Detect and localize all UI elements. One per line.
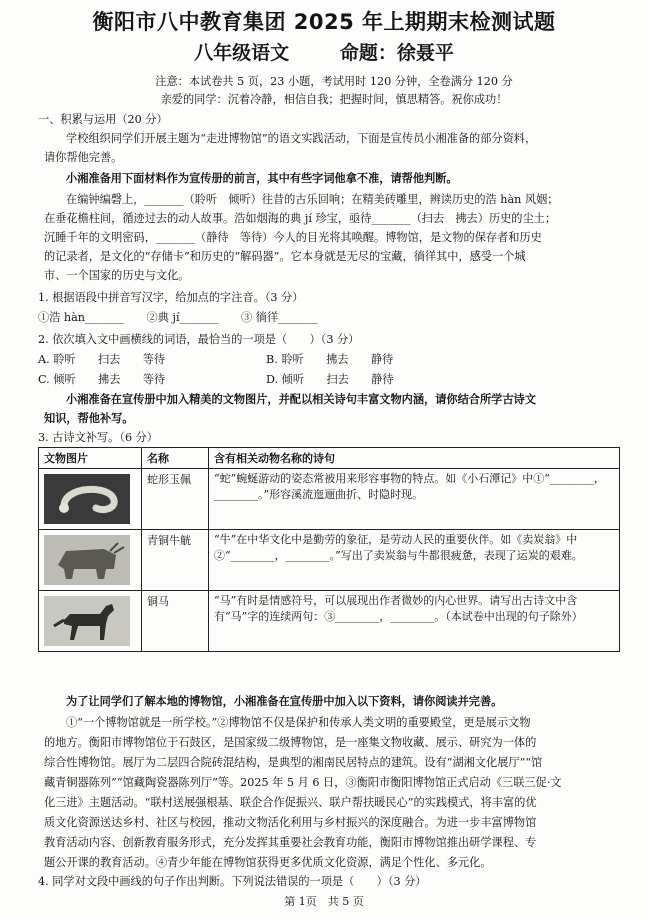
notes-line-2: 亲爱的同学：沉着冷静，相信自我；把握时间，慎思精答。祝你成功！: [160, 93, 508, 106]
passage-2-line: 教育活动内容、创新教育服务形式，充分发挥其重要社会教育功能，衡阳市博物馆推出研学课程、专: [44, 836, 537, 849]
table-header: 名称: [142, 448, 209, 469]
question-2: 2. 依次填入文中画横线的词语，最恰当的一项是（ ）（3 分）: [38, 333, 360, 346]
bronze-horse-image: [44, 596, 130, 646]
subject-label: 八年级语文: [194, 42, 290, 64]
author-label: 命题：徐聂平: [339, 42, 454, 64]
passage-2-line: 藏青铜器陈列”“馆藏陶瓷器陈列厅”等。2025 年 5 月 6 日，③衡阳市衡阳博物馆正式启动《三联三促·文: [44, 776, 562, 789]
bronze-ox-image: [44, 535, 130, 585]
poem-prompt: “马”有时是情感符号，可以展现出作者微妙的内心世界。请写出古诗文中含有“马”字的连续两句：③________，________。（本试卷中出现的句子除外）: [209, 591, 620, 652]
artifact-name: 青铜牛觥: [142, 530, 209, 591]
question-1: 1. 根据语段中拼音写汉字，给加点的字注音。（3 分）: [38, 291, 304, 304]
passage-line: 在编钟编磬上，_______（聆听 倾听）往昔的古乐回响；在精美砖雕里，辨读历史的浩 hàn 风姻；: [66, 193, 559, 206]
table-header: 含有相关动物名称的诗句: [209, 448, 620, 469]
poem-prompt: “牛”在中华文化中是勤劳的象征，是劳动人民的重要伙伴。如《卖炭翁》中②“________，________。”写出了卖炭翁与牛都很疲惫，表现了运炭的艰难。: [209, 530, 620, 591]
artifact-image-cell: [39, 530, 142, 591]
task-3-instruction: 为了让同学们了解本地的博物馆，小湘准备在宣传册中加入以下资料，请你阅读并完善。: [66, 694, 503, 708]
passage-line: 在垂花檐柱间，循迹过去的动人故事。浩如烟海的典 jí 珍宝，亟待_______（扫去 拂去）历史的尘土；: [44, 212, 557, 225]
passage-2-line: 质文化资源送达乡村、社区与校园，推动文物活化利用与乡村振兴的深度融合。为进一步丰富博物馆: [44, 816, 537, 829]
artifact-image-cell: [39, 591, 142, 652]
poem-table: [38, 447, 620, 652]
notes-line-1: 注意：本试卷共 5 页，23 小题，考试用时 120 分钟，全卷满分 120 分: [155, 75, 513, 88]
artifact-name: 铜马: [142, 591, 209, 652]
page-footer: 第 1页 共 5 页: [284, 895, 364, 908]
option-b: B. 聆听 拂去 静待: [266, 353, 394, 366]
task-1-instruction: 小湘准备用下面材料作为宣传册的前言，其中有些字词他拿不准，请帮他判断。: [66, 171, 458, 185]
table-row: [39, 469, 620, 530]
exam-subtitle: [0, 38, 648, 65]
passage-2-line: 化三进》主题活动。“联村送展强根基、联企合作促振兴、联户帮扶暖民心”的实践模式，将丰富的优: [44, 796, 537, 809]
table-header-row: [39, 448, 620, 469]
table-row: [39, 530, 620, 591]
task-2-instruction-2: 知识，帮他补写。: [44, 411, 134, 425]
question-1-answers: ①浩 hàn_______ ②典 jí_______ ③ 徜徉_______: [38, 311, 318, 324]
question-3: 3. 古诗文补写。（6 分）: [38, 431, 158, 444]
section-1-intro-1: 学校组织同学们开展主题为“走进博物馆”的语文实践活动，下面是宣传员小湘准备的部分资料，: [66, 132, 537, 145]
option-a: A. 聆听 扫去 等待: [38, 353, 166, 366]
task-2-instruction-1: 小湘准备在宣传册中加入精美的文物图片，并配以相关诗句丰富文物内涵，请你结合所学古诗文: [66, 392, 536, 406]
passage-2-line: 综合性博物馆。展厅为二层四合院砖混结构，是典型的湘南民居特点的建筑。设有“湖湘文化展厅”“馆: [44, 756, 543, 769]
option-d: D. 倾听 扫去 静待: [266, 373, 394, 386]
passage-2-line: 题公开课的教育活动。④青少年能在博物馆获得更多优质文化资源，满足个性化、多元化。: [44, 856, 492, 869]
passage-2-line: ①“一个博物馆就是一所学校。”②博物馆不仅是保护和传承人类文明的重要殿堂，更是展示文物: [66, 716, 531, 729]
section-1-intro-2: 请你帮他完善。: [44, 151, 123, 164]
poem-prompt: “蛇”蜿蜒游动的姿态常被用来形容事物的特点。如《小石潭记》中①“________，________。”形容溪流迤逦曲折、时隐时现。: [209, 469, 620, 530]
table-row: [39, 591, 620, 652]
question-4: 4. 同学对文段中画线的句子作出判断。下列说法错误的一项是（ ）（3 分）: [38, 875, 427, 888]
jade-pendant-image: [44, 474, 130, 524]
passage-line: 的记录者，是文化的“存储卡”和历史的“解码器”。它本身就是无尽的宝藏，徜徉其中，感受一个城: [44, 250, 526, 263]
option-c: C. 倾听 拂去 等待: [38, 373, 166, 386]
passage-line: 沉睡千年的文明密码，_______（静待 等待）今人的目光将其唤醒。博物馆，是文物的保存者和历史: [44, 231, 542, 244]
artifact-name: 蛇形玉佩: [142, 469, 209, 530]
passage-2-line: 的地方。衡阳市博物馆位于石鼓区，是国家级二级博物馆，是一座集文物收藏、展示、研究为一体的: [44, 736, 537, 749]
artifact-image-cell: [39, 469, 142, 530]
exam-title: 衡阳市八中教育集团 2025 年上期期末检测试题: [92, 10, 556, 34]
passage-line: 市、一个国家的历史与文化。: [44, 269, 190, 282]
section-1-heading: 一、积累与运用（20 分）: [38, 113, 168, 126]
table-header: 文物图片: [39, 448, 142, 469]
